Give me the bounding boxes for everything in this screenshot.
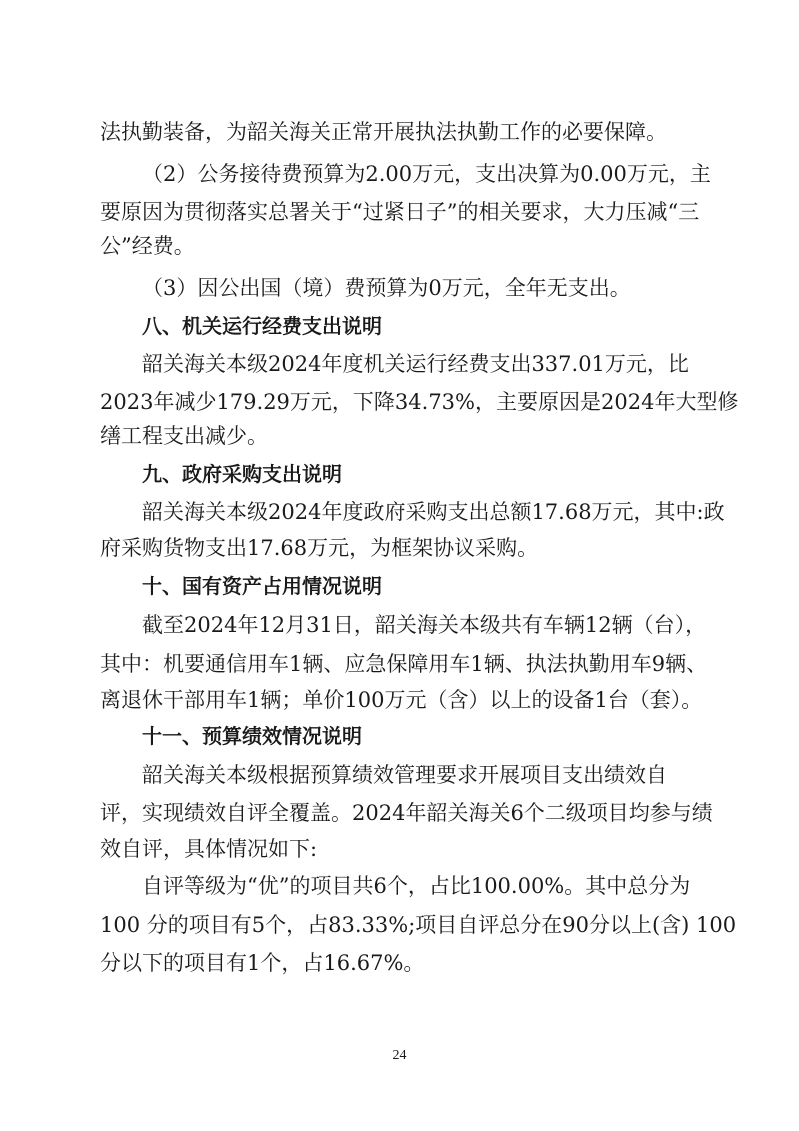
paragraph-line: （2）公务接待费预算为2.00万元，支出决算为0.00万元，主	[142, 162, 711, 186]
section-heading: 八、机关运行经费支出说明	[142, 314, 382, 338]
paragraph-line: 府采购货物支出17.68万元，为框架协议采购。	[100, 536, 539, 560]
paragraph-line: （3）因公出国（境）费预算为0万元，全年无支出。	[142, 276, 631, 300]
paragraph-line: 100 分的项目有5个，占83.33%;项目自评总分在90分以上(含) 100	[100, 913, 737, 937]
paragraph-line: 韶关海关本级2024年度机关运行经费支出337.01万元，比	[142, 352, 689, 376]
section-heading: 十、国有资产占用情况说明	[142, 574, 382, 598]
paragraph-line: 分以下的项目有1个，占16.67%。	[100, 951, 425, 975]
paragraph-line: 评，实现绩效自评全覆盖。2024年韶关海关6个二级项目均参与绩	[100, 801, 713, 825]
paragraph-line: 缮工程支出减少。	[100, 424, 268, 448]
paragraph-line: 自评等级为“优”的项目共6个，占比100.00%。其中总分为	[142, 874, 691, 898]
paragraph-line: 公”经费。	[100, 234, 195, 258]
paragraph-line: 截至2024年12月31日，韶关海关本级共有车辆12辆（台），	[142, 613, 707, 637]
paragraph-line: 韶关海关本级2024年度政府采购支出总额17.68万元，其中:政	[142, 500, 725, 524]
paragraph-line: 其中：机要通信用车1辆、应急保障用车1辆、执法执勤用车9辆、	[100, 652, 708, 676]
page-number: 24	[392, 1048, 407, 1063]
paragraph-line: 离退休干部用车1辆；单价100万元（含）以上的设备1台（套）。	[100, 688, 703, 712]
section-heading: 九、政府采购支出说明	[142, 462, 342, 486]
paragraph-line: 效自评，具体情况如下:	[100, 837, 318, 861]
paragraph-line: 法执勤装备，为韶关海关正常开展执法执勤工作的必要保障。	[100, 120, 667, 144]
section-heading: 十一、预算绩效情况说明	[142, 724, 362, 748]
paragraph-line: 要原因为贯彻落实总署关于“过紧日子”的相关要求，大力压减“三	[100, 200, 700, 224]
paragraph-line: 2023年减少179.29万元，下降34.73%，主要原因是2024年大型修	[100, 390, 739, 414]
paragraph-line: 韶关海关本级根据预算绩效管理要求开展项目支出绩效自	[142, 763, 667, 787]
